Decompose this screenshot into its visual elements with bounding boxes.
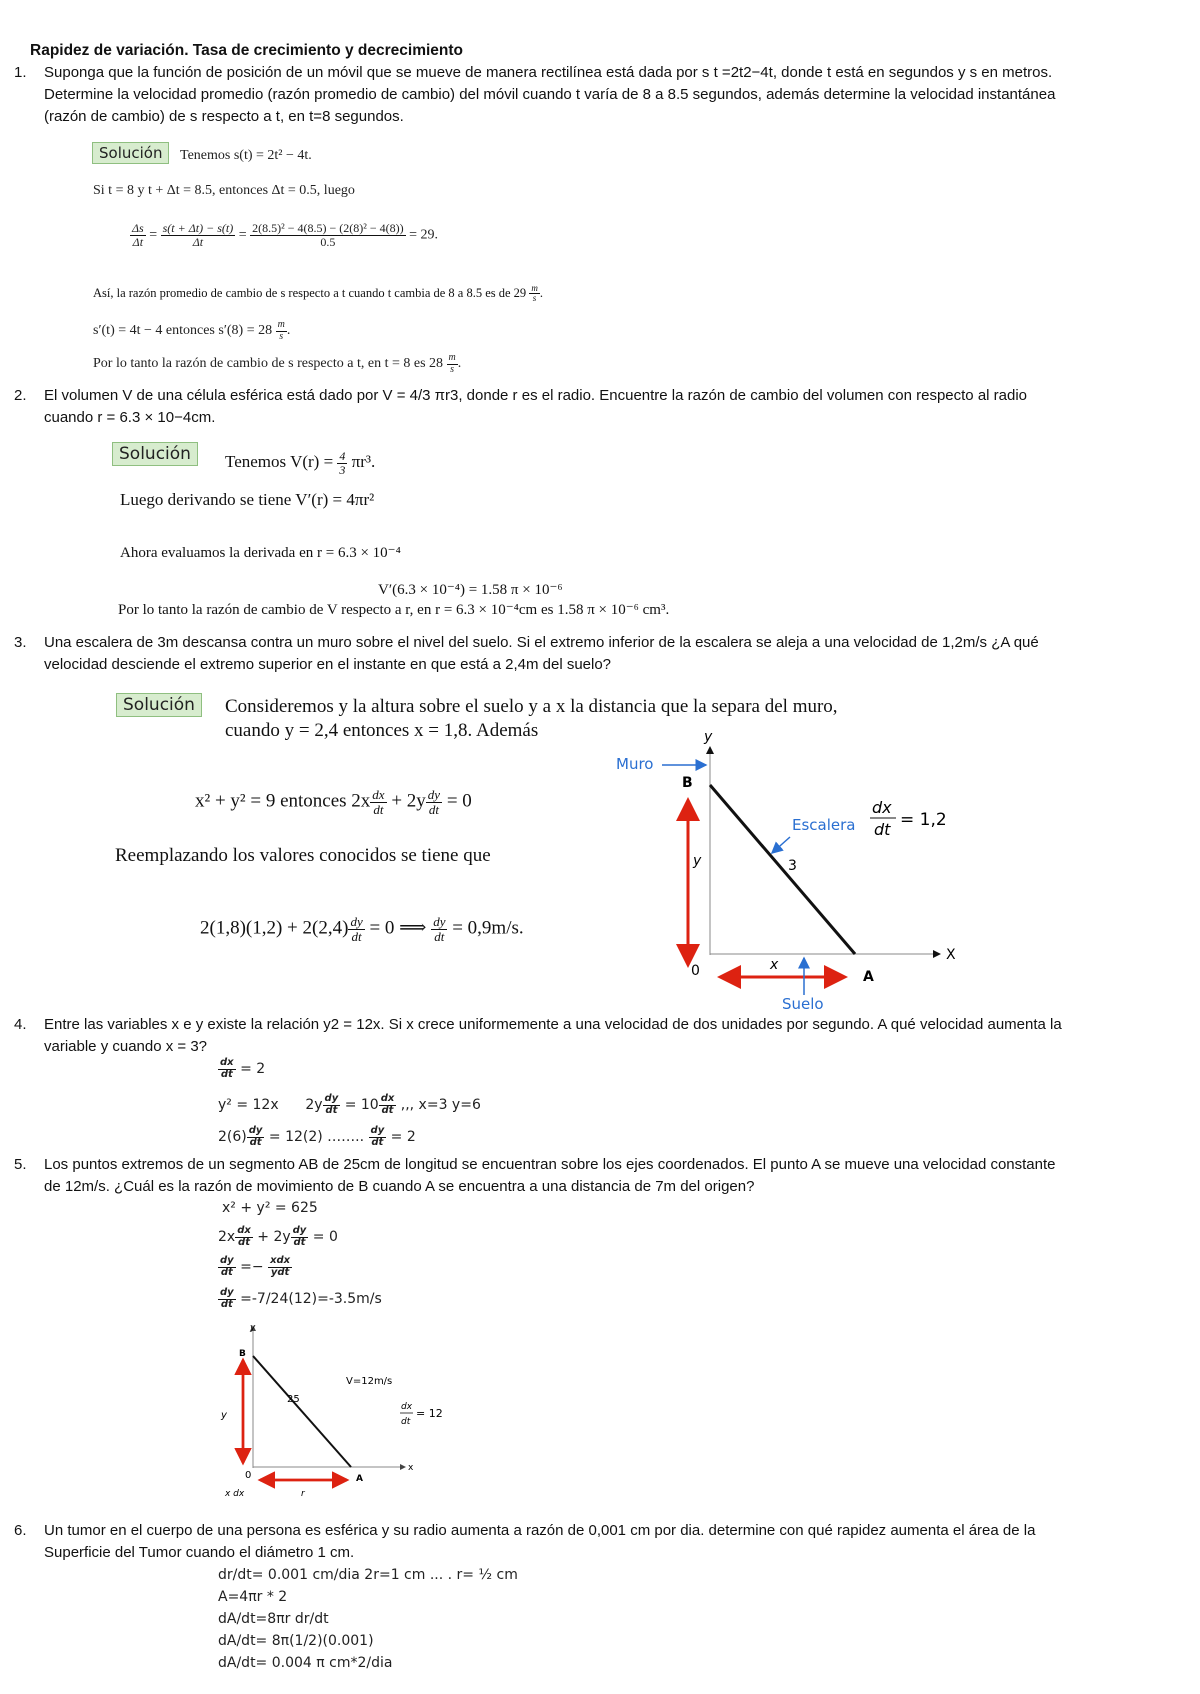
solution-line: cuando y = 2,4 entonces x = 1,8. Además bbox=[225, 720, 539, 741]
frac-den: Δt bbox=[132, 234, 144, 249]
problem-3 bbox=[14, 632, 1074, 676]
y-axis-label: y bbox=[250, 1323, 256, 1333]
solution-line: Ahora evaluamos la derivada en r = 6.3 × 10⁻⁴ bbox=[120, 545, 401, 561]
work-line: y² = 12x 2y $\frac{dy}{dt}$ = 10 $\frac{dx}{dt}$ ,,, x=3 y=6 bbox=[218, 1093, 481, 1116]
rate-num: dx bbox=[872, 798, 892, 817]
point-a-label: A bbox=[356, 1474, 363, 1484]
solution-line: s′(t) = 4t − 4 entonces s′(8) = 28 $\frac{m}{s}$ . bbox=[93, 319, 291, 342]
ladder-length-label: 3 bbox=[788, 858, 797, 874]
frac-num: 2(8.5)² − 4(8.5) − (2(8)² − 4(8)) bbox=[252, 221, 404, 235]
solution-line: 2(1,8)(1,2) + 2(2,4) $\frac{dy}{dt}$ = 0 ⟹ $\frac{dy}{dt}$ = 0,9m/s. bbox=[200, 914, 524, 944]
length-label: 25 bbox=[287, 1394, 300, 1405]
problem-text: Un tumor en el cuerpo de una persona es esférica y su radio aumenta a razón de 0,001 cm por dia. determine con qué rapidez aumenta el área de la Superficie del Tumor cuando el diámetro 1 cm. bbox=[44, 1522, 1036, 1561]
solution-line: Reemplazando los valores conocidos se tiene que bbox=[115, 845, 491, 866]
segment-diagram bbox=[215, 1318, 455, 1500]
x-axis-label: x bbox=[408, 1463, 414, 1473]
work-line: dr/dt= 0.001 cm/dia 2r=1 cm ... . r= ½ cm bbox=[218, 1567, 518, 1583]
frac-num: Δs bbox=[132, 221, 144, 235]
muro-label: Muro bbox=[616, 755, 654, 773]
rate-num: dx bbox=[401, 1402, 413, 1412]
point-b-label: B bbox=[682, 775, 693, 791]
solution-line: V′(6.3 × 10⁻⁴) = 1.58 π × 10⁻⁶ bbox=[378, 582, 563, 598]
segment-ab-line bbox=[253, 1356, 351, 1467]
solution-line: Consideremos y la altura sobre el suelo y a x la distancia que la separa del muro, bbox=[225, 696, 838, 717]
rate-value: = 1,2 bbox=[900, 810, 947, 830]
solution-line: Si t = 8 y t + Δt = 8.5, entonces Δt = 0.5, luego bbox=[93, 183, 355, 198]
difference-quotient: $\frac{\Delta s}{\Delta t}$ = $\frac{s(t + \Delta t) - s(t)}{\Delta t}$ = $\frac{\text{2(8.5)² − 4(8.5) − (2(8)² − 4(8))}}{0.5}$ = 29. bbox=[132, 221, 438, 249]
frac-num: s(t + Δt) − s(t) bbox=[162, 221, 234, 235]
xdx-label: x dx bbox=[225, 1489, 245, 1499]
problem-text: El volumen V de una célula esférica está dado por V = 4/3 πr3, donde r es el radio. Encuentre la razón de cambio del volumen con respecto al radio cuando r = 6.3 × 10−4cm. bbox=[44, 387, 1028, 426]
solution-line: Tenemos s(t) = 2t² − 4t. bbox=[180, 148, 312, 163]
work-line: dA/dt= 0.004 π cm*2/dia bbox=[218, 1655, 393, 1671]
y-side-label: y bbox=[693, 853, 702, 869]
problem-number: 5. bbox=[14, 1156, 27, 1173]
work-line: 2(6) $\frac{dy}{dt}$ = 12(2) …….. $\frac{dy}{dt}$ = 2 bbox=[218, 1125, 416, 1148]
problem-1 bbox=[14, 62, 1074, 128]
rate-den: dt bbox=[874, 820, 891, 839]
problem-6 bbox=[14, 1520, 1074, 1564]
problem-text: Los puntos extremos de un segmento AB de 25cm de longitud se encuentran sobre los ejes coordenados. El punto A se mueve una velocidad constante de 12m/s. ¿Cuál es la razón de movimiento de B cuando A se encuentra a una distancia de 7m del origen? bbox=[44, 1156, 1056, 1195]
problem-text: Una escalera de 3m descansa contra un muro sobre el nivel del suelo. Si el extremo inferior de la escalera se aleja a una velocidad de 1,2m/s ¿A qué velocidad desciende el extremo superior en el instante en que está a 2,4m del suelo? bbox=[44, 634, 1039, 673]
work-line: $\frac{dy}{dt}$ =− $\frac{\text{xdx}}{\text{ydt}}$ bbox=[220, 1255, 291, 1278]
r-label: r bbox=[301, 1489, 305, 1499]
point-a-label: A bbox=[863, 969, 874, 985]
solution-line: Tenemos V(r) = $\frac{4}{3}$ πr³. bbox=[225, 449, 376, 477]
solution-line: Por lo tanto la razón de cambio de V respecto a r, en r = 6.3 × 10⁻⁴cm es 1.58 π × 10⁻⁶ cm³. bbox=[118, 602, 670, 618]
point-b-label: B bbox=[239, 1349, 246, 1359]
work-line: $\frac{dx}{dt}$ = 2 bbox=[220, 1057, 266, 1080]
escalera-label: Escalera bbox=[792, 816, 856, 834]
result: = 29. bbox=[409, 227, 438, 243]
suelo-label: Suelo bbox=[782, 995, 824, 1013]
problem-number: 6. bbox=[14, 1522, 27, 1539]
problem-number: 1. bbox=[14, 64, 27, 81]
work-line: x² + y² = 625 bbox=[222, 1200, 318, 1216]
y-axis-label: y bbox=[704, 729, 713, 745]
solution-line: Por lo tanto la razón de cambio de s respecto a t, en t = 8 es 28 $\frac{m}{s}$ . bbox=[93, 352, 462, 375]
work-line: dA/dt= 8π(1/2)(0.001) bbox=[218, 1633, 374, 1649]
origin-label: 0 bbox=[691, 963, 700, 979]
problem-number: 3. bbox=[14, 634, 27, 651]
problem-5 bbox=[14, 1154, 1074, 1198]
frac-den: Δt bbox=[192, 234, 204, 249]
problem-text: Suponga que la función de posición de un móvil que se mueve de manera rectilínea está dada por s t =2t2−4t, donde t está en segundos y s en metros. Determine la velocidad promedio (razón promedio de cambio) del móvil cuando t varía de 8 a 8.5 segundos, además determine la velocidad instantánea (razón de cambio) de s respecto a t, en t=8 segundos. bbox=[44, 64, 1056, 125]
solution-line: Así, la razón promedio de cambio de s respecto a t cuando t cambia de 8 a 8.5 es de 29 $\frac{m}{s}$ . bbox=[93, 283, 543, 304]
solution-badge: Solución bbox=[112, 442, 198, 466]
ladder-diagram bbox=[616, 725, 980, 1013]
problem-number: 4. bbox=[14, 1016, 27, 1033]
solution-badge: Solución bbox=[116, 693, 202, 717]
solution-badge: Solución bbox=[92, 142, 169, 164]
problem-4 bbox=[14, 1014, 1074, 1058]
rate-den: dt bbox=[401, 1417, 411, 1427]
y-side-label: y bbox=[221, 1410, 227, 1421]
problem-text: Entre las variables x e y existe la relación y2 = 12x. Si x crece uniformemente a una velocidad de dos unidades por segundo. A qué velocidad aumenta la variable y cuando x = 3? bbox=[44, 1016, 1062, 1055]
solution-line: x² + y² = 9 entonces 2x $\frac{dx}{dt}$ + 2y $\frac{dy}{dt}$ = 0 bbox=[195, 787, 472, 817]
work-line: 2x $\frac{dx}{dt}$ + 2y $\frac{dy}{dt}$ = 0 bbox=[218, 1225, 338, 1248]
origin-label: 0 bbox=[245, 1470, 252, 1481]
problem-number: 2. bbox=[14, 387, 27, 404]
rate-value: = 12 bbox=[416, 1407, 443, 1420]
escalera-pointer bbox=[772, 837, 790, 853]
work-line: A=4πr * 2 bbox=[218, 1589, 288, 1605]
x-side-label: x bbox=[770, 957, 779, 973]
x-axis-label: X bbox=[946, 947, 956, 963]
work-line: dA/dt=8πr dr/dt bbox=[218, 1611, 329, 1627]
ladder-line bbox=[710, 785, 855, 954]
frac-den: 0.5 bbox=[320, 234, 336, 249]
solution-line: Luego derivando se tiene V′(r) = 4πr² bbox=[120, 490, 375, 509]
velocity-label: V=12m/s bbox=[346, 1376, 393, 1387]
page-title: Rapidez de variación. Tasa de crecimiento y decrecimiento bbox=[30, 42, 464, 59]
work-line: $\frac{dy}{dt}$ =-7/24(12)=-3.5m/s bbox=[220, 1287, 382, 1310]
problem-2 bbox=[14, 385, 1074, 429]
